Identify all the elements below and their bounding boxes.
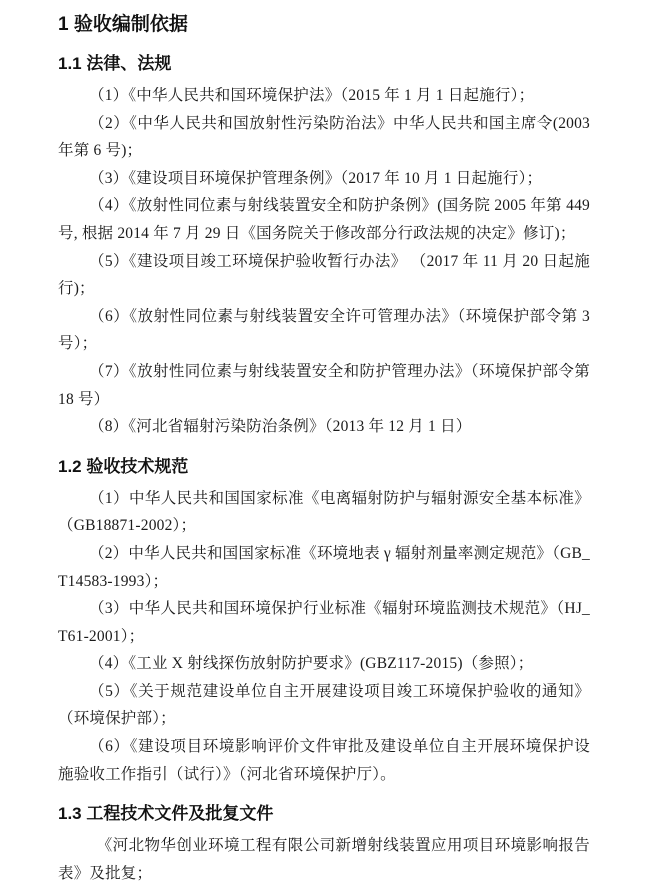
doc-paragraph: （4）《放射性同位素与射线装置安全和防护条例》(国务院 2005 年第 449 号, 根据 2014 年 7 月 29 日《国务院关于修改部分行政法规的决定》修订)；: [58, 197, 590, 242]
section-heading-engineering-documents: 1.3 工程技术文件及批复文件: [58, 804, 274, 824]
doc-paragraph: 《河北物华创业环境工程有限公司新增射线装置应用项目环境影响报告表》及批复；: [58, 837, 590, 882]
section-engineering-documents: [58, 802, 590, 887]
doc-paragraph: （5）《建设项目竣工环境保护验收暂行办法》 （2017 年 11 月 20 日起施行)；: [58, 252, 590, 298]
doc-paragraph: （6）《放射性同位素与射线装置安全许可管理办法》（环境保护部令第 3 号）；: [58, 307, 590, 353]
doc-paragraph: （2）中华人民共和国国家标准《环境地表 γ 辐射剂量率测定规范》（GB_T14583-1993）；: [58, 544, 590, 590]
doc-paragraph: （3）《建设项目环境保护管理条例》（2017 年 10 月 1 日起施行）；: [89, 169, 543, 187]
doc-paragraph: （5）《关于规范建设单位自主开展建设项目竣工环境保护验收的通知》（环境保护部）；: [58, 682, 590, 728]
doc-paragraph: （3）中华人民共和国环境保护行业标准《辐射环境监测技术规范》（HJ_T61-2001）；: [58, 600, 590, 645]
doc-paragraph: （8）《河北省辐射污染防治条例》（2013 年 12 月 1 日）: [89, 418, 472, 436]
doc-paragraph: （4）《工业 X 射线探伤放射防护要求》(GBZ117-2015)（参照）；: [89, 655, 534, 673]
doc-paragraph: （6）《建设项目环境影响评价文件审批及建设单位自主开展环境保护设施验收工作指引（试行）》（河北省环境保护厅）。: [58, 738, 590, 783]
section-heading-laws-regulations: 1.1 法律、法规: [58, 54, 172, 73]
section-laws-regulations: [58, 52, 590, 441]
doc-paragraph: （1）《中华人民共和国环境保护法》（2015 年 1 月 1 日起施行）；: [89, 87, 535, 104]
section-technical-specs: [58, 455, 590, 789]
doc-paragraph: （1）中华人民共和国国家标准《电离辐射防护与辐射源安全基本标准》（GB18871-2002）；: [58, 489, 590, 535]
doc-paragraph: （2）《中华人民共和国放射性污染防治法》中华人民共和国主席令(2003 年第 6 号)；: [58, 114, 590, 160]
doc-paragraph: （7）《放射性同位素与射线装置安全和防护管理办法》（环境保护部令第 18 号）: [58, 362, 590, 408]
chapter-heading: 1 验收编制依据: [58, 14, 188, 35]
section-heading-technical-specs: 1.2 验收技术规范: [58, 456, 189, 476]
